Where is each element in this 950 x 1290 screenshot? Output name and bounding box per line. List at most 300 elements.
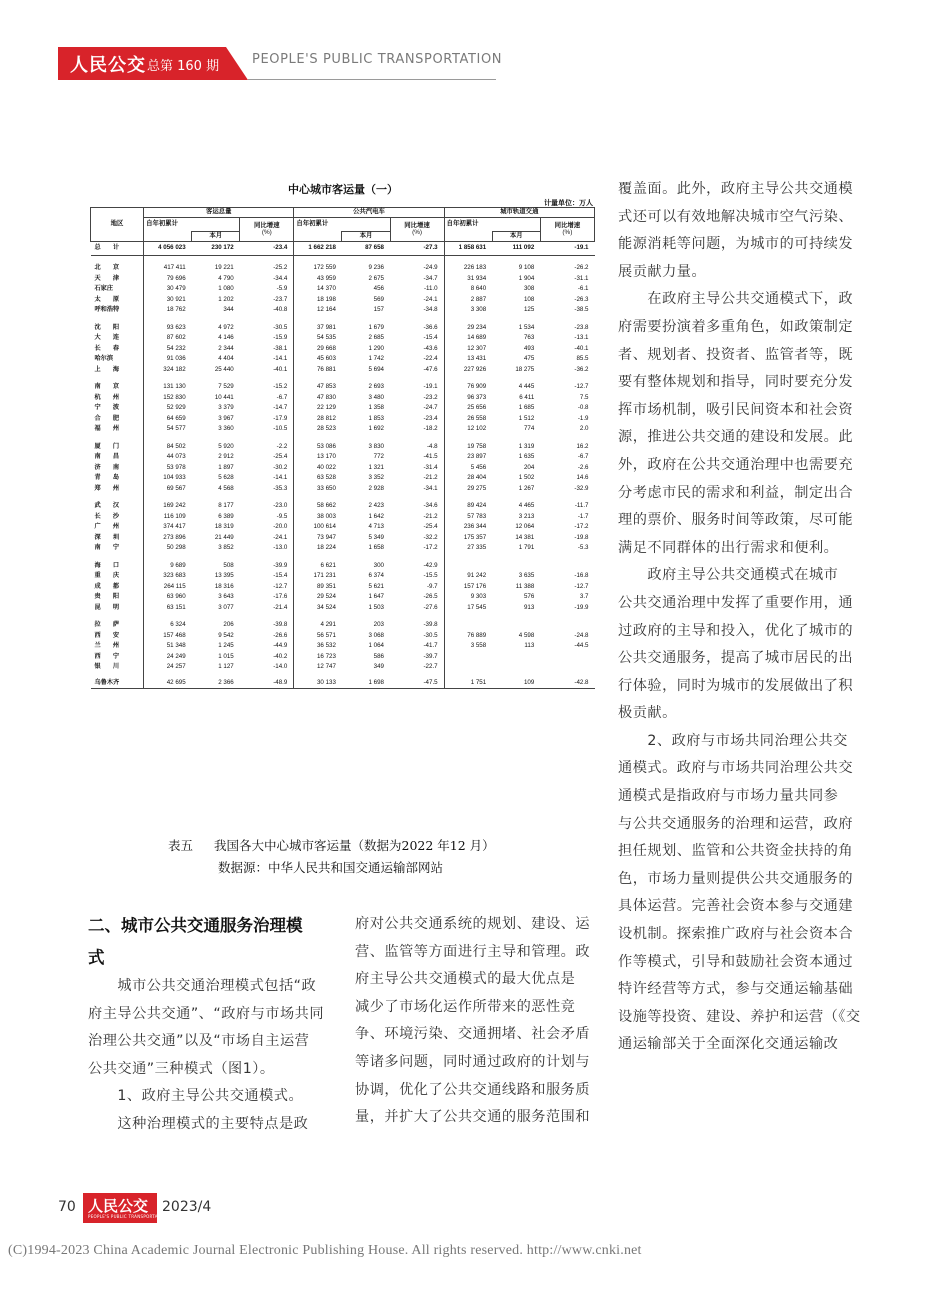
row-cell: 13 395	[214, 572, 234, 579]
row-cell: 36 532	[294, 641, 342, 652]
row-city: 沈 阳	[94, 323, 123, 331]
table-row	[91, 333, 595, 344]
table-row	[91, 452, 595, 463]
text-column-1	[88, 973, 336, 1139]
row-cell: -12.7	[273, 582, 288, 590]
row-cell: 2 912	[218, 453, 234, 460]
row-cell: 508	[223, 561, 234, 569]
row-city: 石家庄	[94, 285, 114, 292]
row-cell: 16.2	[576, 442, 589, 450]
row-cell: 1 635	[518, 453, 535, 460]
row-city: 上 海	[94, 365, 123, 373]
row-cell	[540, 662, 594, 673]
row-cell: 1 358	[368, 404, 384, 411]
magazine-english-title: PEOPLE'S PUBLIC TRANSPORTATION	[252, 52, 503, 67]
magazine-brand: 人民公交	[70, 55, 146, 76]
row-cell: -24.1	[423, 295, 438, 303]
text-line: 理的票价、服务时间等政策，尽可能	[618, 512, 854, 529]
text-line: 1、政府主导公共交通模式。	[88, 1088, 304, 1105]
row-cell: 13 170	[294, 452, 342, 463]
row-cell: 1 904	[518, 274, 535, 282]
text-line: 分考虑市民的需求和利益，制定出合	[618, 484, 854, 501]
row-cell: 226 183	[444, 256, 492, 274]
row-cell: 3 830	[368, 442, 384, 450]
table-row	[91, 256, 595, 274]
row-cell: -39.9	[273, 561, 288, 569]
text-line: 量，并扩大了公共交通的服务范围和	[355, 1109, 591, 1126]
row-cell: 763	[523, 334, 535, 341]
row-city: 兰 州	[94, 642, 123, 649]
row-cell: 9 108	[518, 264, 535, 271]
text-line: 设施等投资、建设、养护和运营（《交	[618, 1008, 861, 1025]
text-line: 府需要扮演着多重角色，如政策制定	[618, 318, 854, 335]
row-cell: 76 909	[444, 375, 492, 393]
row-cell: -19.8	[574, 533, 589, 541]
row-city: 大 连	[94, 334, 123, 341]
row-cell: 9 236	[368, 264, 384, 271]
row-cell: 1 503	[368, 603, 384, 611]
row-city: 重 庆	[94, 572, 123, 579]
row-cell: 1 742	[368, 355, 384, 362]
copyright-notice: (C)1994-2023 China Academic Journal Electronic Publishing House. All rights reserved. http://www.cnki.net	[8, 1243, 642, 1258]
row-cell: -35.3	[273, 484, 288, 492]
row-cell: -39.7	[423, 652, 438, 660]
row-cell: 349	[373, 663, 384, 670]
row-cell: -43.6	[423, 344, 438, 352]
row-cell: 157	[373, 306, 384, 313]
row-cell: 42 695	[144, 673, 192, 689]
row-cell: -20.0	[273, 523, 288, 530]
row-cell: 33 650	[294, 484, 342, 495]
table-row	[91, 344, 595, 355]
row-cell: -42.8	[540, 673, 594, 689]
row-cell: -38.1	[273, 344, 288, 352]
row-cell: 569	[373, 295, 384, 303]
table-row	[91, 571, 595, 582]
row-cell: 172 559	[294, 256, 342, 274]
cumulative-header: 自年初累计	[444, 218, 540, 232]
row-cell: 417 411	[144, 256, 192, 274]
row-cell: 51 348	[144, 641, 192, 652]
text-line: 特许经营等方式，参与交通运输基础	[618, 981, 854, 998]
row-cell: -12.7	[574, 383, 589, 390]
row-cell	[540, 652, 594, 663]
table-row	[91, 613, 595, 631]
row-cell: 131 130	[144, 375, 192, 393]
row-city: 长 沙	[94, 512, 123, 520]
row-cell: -0.8	[577, 404, 589, 411]
row-cell: 3 308	[444, 305, 492, 316]
row-cell: 1 015	[218, 652, 234, 660]
table-row	[91, 365, 595, 376]
row-cell: -32.2	[423, 533, 438, 541]
row-cell: 1 080	[218, 285, 234, 292]
row-cell: 2 887	[444, 295, 492, 306]
row-cell: -22.7	[423, 663, 438, 670]
row-cell: 1 534	[518, 323, 535, 331]
text-line: 减少了市场化运作所带来的恶性竞	[355, 998, 576, 1015]
row-cell: 5 694	[368, 365, 384, 373]
group-header-bus: 公共汽电车	[294, 208, 444, 218]
text-line: 通模式是指政府与市场力量共同参	[618, 788, 839, 805]
row-cell: 18 316	[214, 582, 234, 590]
row-cell: 76 881	[294, 365, 342, 376]
table-row	[91, 484, 595, 495]
row-cell: 3 967	[218, 414, 234, 422]
row-cell: -26.3	[574, 295, 589, 303]
row-city: 南 京	[94, 383, 123, 390]
text-line: 覆盖面。此外，政府主导公共交通模	[618, 181, 854, 197]
row-city: 深 圳	[94, 533, 123, 541]
row-cell: 116 109	[144, 512, 192, 523]
row-cell: 236 344	[444, 522, 492, 533]
row-cell: 5 920	[218, 442, 234, 450]
row-city: 广 州	[94, 523, 123, 530]
row-city: 昆 明	[94, 603, 123, 611]
row-cell: 324 182	[144, 365, 192, 376]
row-cell: 29 668	[294, 344, 342, 355]
row-cell: -26.5	[423, 593, 438, 600]
row-cell: 1 502	[518, 474, 535, 481]
text-line: 式还可以有效地解决城市空气污染、	[618, 208, 854, 225]
row-cell: 157 468	[144, 631, 192, 642]
row-cell: 30 479	[144, 284, 192, 295]
row-cell	[492, 652, 540, 663]
row-cell: -1.9	[577, 414, 589, 422]
row-cell: -5.9	[276, 285, 288, 292]
row-cell: 4 056 023	[144, 242, 192, 256]
row-cell: 47 853	[294, 375, 342, 393]
text-line: 极贡献。	[618, 705, 677, 722]
row-cell: 24 249	[144, 652, 192, 663]
table-row	[91, 522, 595, 533]
row-cell: 3 558	[444, 641, 492, 652]
row-cell: 323 683	[144, 571, 192, 582]
row-cell: 85.5	[576, 355, 589, 362]
row-cell: -15.4	[423, 334, 438, 341]
row-cell: -40.8	[273, 306, 288, 313]
row-cell: 56 571	[294, 631, 342, 642]
row-cell: -34.1	[423, 484, 438, 492]
row-cell: 28 523	[294, 424, 342, 435]
row-cell: 14 689	[444, 333, 492, 344]
row-cell: 3 480	[368, 393, 384, 401]
row-cell: -21.2	[423, 512, 438, 520]
row-cell: 1 127	[218, 663, 234, 670]
row-cell: 113	[524, 642, 535, 649]
row-cell: -24.8	[574, 631, 589, 639]
row-cell: 8 177	[218, 502, 234, 509]
row-cell: 227 926	[444, 365, 492, 376]
row-cell: 54 535	[294, 333, 342, 344]
row-cell	[540, 554, 594, 572]
row-cell: 14 381	[515, 533, 535, 541]
row-cell: 63 960	[144, 592, 192, 603]
text-line: 城市公共交通治理模式包括“政	[88, 978, 317, 994]
row-cell: 1 245	[218, 642, 234, 649]
table-row	[91, 662, 595, 673]
row-cell: -23.0	[273, 502, 288, 509]
row-cell: 586	[373, 652, 384, 660]
row-cell: -38.5	[574, 306, 589, 313]
text-line: 设机制。探索推广政府与社会资本合	[618, 926, 854, 943]
row-cell: 14 370	[294, 284, 342, 295]
caption-text: 我国各大中心城市客运量（数据为2022 年12 月）	[214, 838, 495, 853]
row-cell: 125	[523, 306, 535, 313]
row-cell: 206	[223, 621, 234, 628]
row-cell: -4.8	[426, 442, 438, 450]
table-row	[91, 494, 595, 512]
row-cell: -40.1	[574, 344, 589, 352]
table-row	[91, 463, 595, 474]
row-cell: -10.5	[273, 425, 288, 432]
row-cell: 2 685	[368, 334, 384, 341]
text-line: 展贡献力量。	[618, 263, 707, 280]
row-cell: -19.1	[540, 242, 594, 256]
row-cell: 30 133	[294, 673, 342, 689]
row-city: 拉 萨	[94, 621, 123, 628]
text-line: 源，推进公共交通的建设和发展。此	[618, 429, 854, 446]
row-city: 长 春	[94, 344, 123, 352]
row-cell: 1 897	[218, 463, 234, 471]
row-cell: 24 257	[144, 662, 192, 673]
row-cell: 7.5	[579, 393, 589, 401]
row-cell: 308	[523, 285, 535, 292]
row-city: 西 宁	[94, 652, 123, 660]
yoy-header: 同比增速 (%)	[540, 218, 594, 242]
row-cell: -30.5	[423, 631, 438, 639]
row-cell: 4 972	[218, 323, 234, 331]
row-cell: 1 791	[518, 544, 535, 551]
row-cell: 3 213	[518, 512, 535, 520]
row-cell: 171 231	[294, 571, 342, 582]
row-cell: 1 642	[368, 512, 384, 520]
text-line: 通模式。政府与市场共同治理公共交	[618, 760, 854, 777]
row-cell: 21 449	[214, 533, 234, 541]
row-cell: -23.8	[574, 323, 589, 331]
row-city: 北 京	[94, 264, 123, 271]
row-cell: -34.6	[423, 502, 438, 509]
row-cell: -14.1	[273, 474, 288, 481]
row-cell: -41.7	[423, 642, 438, 649]
row-cell: -34.7	[423, 274, 438, 282]
row-cell: 31 934	[444, 274, 492, 285]
row-cell: -30.2	[273, 463, 288, 471]
row-cell: -2.2	[276, 442, 288, 450]
row-cell: -23.4	[240, 242, 294, 256]
row-cell: 12 307	[444, 344, 492, 355]
row-cell: 273 896	[144, 533, 192, 544]
row-cell: 4 568	[218, 484, 234, 492]
table-row	[91, 603, 595, 614]
row-cell: 47 830	[294, 393, 342, 404]
text-line: 公共交通服务，提高了城市居民的出	[618, 650, 854, 667]
cumulative-header: 自年初累计	[294, 218, 390, 232]
row-cell: 1 647	[368, 593, 384, 600]
row-cell: 1 267	[518, 484, 535, 492]
row-cell	[444, 613, 492, 631]
row-cell: -23.2	[423, 393, 438, 401]
row-cell: 4 291	[294, 613, 342, 631]
row-cell: 7 529	[218, 383, 234, 390]
row-cell: 18 319	[214, 523, 234, 530]
row-cell: 100 614	[294, 522, 342, 533]
row-cell	[492, 554, 540, 572]
row-cell: 50 298	[144, 543, 192, 554]
row-cell: 6 389	[218, 512, 234, 520]
row-cell: 109	[492, 673, 540, 689]
row-cell: 3 379	[218, 404, 234, 411]
row-cell: 18 762	[144, 305, 192, 316]
row-cell: 2 693	[368, 383, 384, 390]
row-cell: 5 456	[444, 463, 492, 474]
row-cell: 44 073	[144, 452, 192, 463]
row-cell: -36.6	[423, 323, 438, 331]
row-cell: 3 352	[368, 474, 384, 481]
row-city: 南 宁	[94, 544, 123, 551]
row-cell: -6.7	[276, 393, 288, 401]
row-cell: 54 577	[144, 424, 192, 435]
row-cell: 79 696	[144, 274, 192, 285]
row-cell: -40.2	[273, 652, 288, 660]
row-cell: 157 176	[444, 582, 492, 593]
text-line: 作等模式，引导和鼓励社会资本通过	[618, 953, 854, 970]
row-cell: 84 502	[144, 435, 192, 453]
issue-number: 总第 160 期	[147, 59, 220, 74]
row-cell: 12 747	[294, 662, 342, 673]
row-cell: 203	[373, 621, 384, 628]
row-city: 太 原	[94, 295, 123, 303]
row-cell: -6.7	[577, 453, 589, 460]
row-cell: 1 751	[444, 673, 492, 689]
row-city: 南 昌	[94, 453, 123, 460]
month-header: 本月	[342, 232, 390, 242]
row-cell: -27.3	[390, 242, 444, 256]
table-row	[91, 242, 595, 256]
row-cell: -47.6	[423, 365, 438, 373]
row-cell: -31.4	[423, 463, 438, 471]
table-row	[91, 414, 595, 425]
row-cell: 1 290	[368, 344, 384, 352]
row-cell: -12.7	[574, 582, 589, 590]
row-cell: 9 689	[144, 554, 192, 572]
row-cell: 1 685	[518, 404, 535, 411]
row-cell: 13 431	[444, 354, 492, 365]
row-cell: 493	[523, 344, 535, 352]
row-cell: -32.9	[574, 484, 589, 492]
row-cell: -17.6	[273, 593, 288, 600]
table-row	[91, 284, 595, 295]
text-line: 者、规划者、投资者、监管者等，既	[618, 346, 854, 363]
row-cell: -23.4	[423, 414, 438, 422]
row-cell: -34.4	[273, 274, 288, 282]
text-line: 营、监管等方面进行主导和管理。政	[355, 943, 591, 960]
row-cell: -15.2	[273, 383, 288, 390]
row-cell: 57 783	[444, 512, 492, 523]
row-cell: -5.3	[577, 544, 589, 551]
row-cell: -24.9	[423, 264, 438, 271]
row-cell: -21.4	[273, 603, 288, 611]
region-header: 地区	[91, 208, 144, 242]
text-line: 在政府主导公共交通模式下，政	[618, 291, 854, 308]
row-cell: 93 623	[144, 316, 192, 334]
issue-date: 2023/4	[162, 1199, 212, 1215]
row-cell: -14.0	[273, 663, 288, 670]
text-line: 过政府的主导和投入，优化了城市的	[618, 622, 854, 639]
row-cell: 53 086	[294, 435, 342, 453]
row-cell: -40.1	[273, 365, 288, 373]
row-cell: 204	[523, 463, 535, 471]
row-cell: 73 947	[294, 533, 342, 544]
cumulative-header: 自年初累计	[144, 218, 240, 232]
row-cell: 91 242	[444, 571, 492, 582]
table-row	[91, 274, 595, 285]
heading-line: 式	[88, 948, 105, 967]
text-line: 满足不同群体的出行需求和便利。	[618, 539, 839, 556]
row-cell: 34 524	[294, 603, 342, 614]
ridership-table-wrapper	[90, 207, 595, 689]
row-cell: -19.9	[574, 603, 589, 611]
row-city: 杭 州	[94, 393, 123, 401]
row-cell: -30.5	[273, 323, 288, 331]
text-line: 能源消耗等问题，为城市的可持续发	[618, 236, 854, 253]
row-cell: 111 092	[492, 242, 540, 256]
row-cell: 45 603	[294, 354, 342, 365]
table-row	[91, 403, 595, 414]
row-cell: 152 830	[144, 393, 192, 404]
row-cell: -17.2	[574, 523, 589, 530]
row-cell: 1 679	[368, 323, 384, 331]
text-line: 与公共交通服务的治理和运营，政府	[618, 815, 854, 832]
row-cell: 1 202	[218, 295, 234, 303]
row-cell: -24.1	[273, 533, 288, 541]
row-cell: 22 129	[294, 403, 342, 414]
row-cell: 8 640	[444, 284, 492, 295]
row-city: 银 川	[94, 663, 123, 670]
row-cell: -18.2	[423, 425, 438, 432]
row-cell: 25 656	[444, 403, 492, 414]
row-cell: 63 528	[294, 473, 342, 484]
row-cell: 19 758	[444, 435, 492, 453]
row-cell: 2 928	[368, 484, 384, 492]
row-cell: -41.5	[423, 453, 438, 460]
row-cell: 3 852	[218, 544, 234, 551]
row-cell: 230 172	[192, 242, 240, 256]
text-line: 2、政府与市场共同治理公共交	[618, 732, 848, 749]
table-row	[91, 316, 595, 334]
row-cell: -26.2	[574, 264, 589, 271]
row-cell: 4 146	[218, 334, 234, 341]
row-cell: 1 853	[368, 414, 384, 422]
row-cell: 1 512	[518, 414, 535, 422]
row-cell: 28 404	[444, 473, 492, 484]
table-row	[91, 673, 595, 689]
row-cell: 5 628	[218, 474, 234, 481]
footer-logo-english: PEOPLE'S PUBLIC TRANSPORTATION	[88, 1214, 169, 1219]
table-row	[91, 375, 595, 393]
row-cell: -11.0	[423, 285, 438, 292]
row-cell: -47.5	[390, 673, 444, 689]
text-line: 挥市场机制，吸引民间资本和社会资	[618, 401, 854, 418]
row-cell: -17.2	[423, 544, 438, 551]
month-header: 本月	[192, 232, 240, 242]
row-cell: 576	[523, 593, 535, 600]
row-cell: 26 558	[444, 414, 492, 425]
table-row	[91, 424, 595, 435]
text-line: 公共交通”三种模式（图1）。	[88, 1060, 275, 1077]
text-line: 这种治理模式的主要特点是政	[88, 1115, 309, 1132]
row-cell	[444, 662, 492, 673]
